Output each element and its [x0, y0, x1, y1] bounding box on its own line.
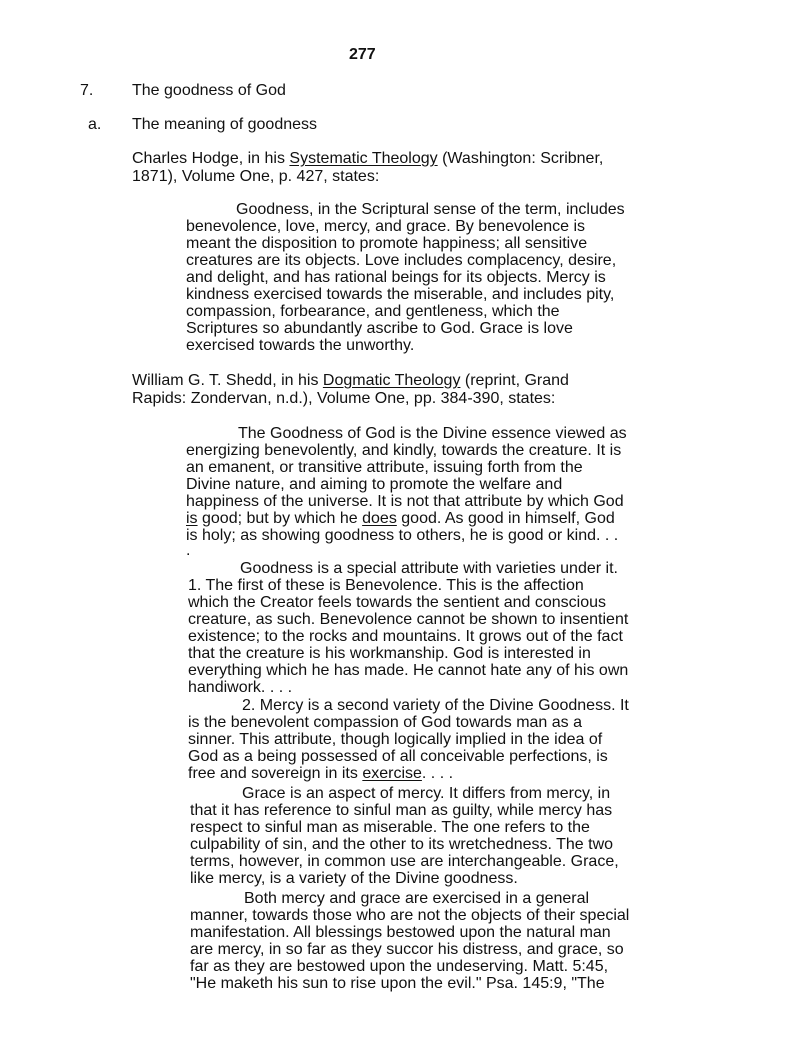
quote-line: far as they are bestowed upon the undeserving. Matt. 5:45,: [190, 958, 609, 975]
quote-line: handiwork. . . .: [188, 679, 293, 696]
quote-line: free and sovereign in its exercise. . . .: [188, 765, 454, 782]
shedd-intro-line-1: William G. T. Shedd, in his Dogmatic Theology (reprint, Grand: [132, 372, 569, 389]
quote-line: energizing benevolently, and kindly, towards the creature. It is: [186, 442, 622, 459]
book-title-systematic-theology: Systematic Theology: [289, 150, 438, 167]
quote-line: Goodness is a special attribute with varieties under it.: [240, 560, 618, 577]
quote-line: respect to sinful man as miserable. The one refers to the: [190, 819, 590, 836]
quote-line: which the Creator feels towards the sentient and conscious: [188, 594, 607, 611]
quote-line: creatures are its objects. Love includes complacency, desire,: [186, 252, 617, 269]
quote-line: is good; but by which he does good. As good in himself, God: [186, 510, 615, 527]
book-title-dogmatic-theology: Dogmatic Theology: [322, 372, 461, 389]
quote-line: 1. The first of these is Benevolence. This is the affection: [188, 577, 584, 594]
quote-line: Goodness, in the Scriptural sense of the term, includes: [236, 201, 625, 218]
quote-line: culpability of sin, and the other to its wretchedness. The two: [190, 836, 614, 853]
quote-line: is the benevolent compassion of God towards man as a: [188, 714, 582, 731]
quote-line: and delight, and has rational beings for its objects. Mercy is: [186, 269, 606, 286]
quote-line: compassion, forbearance, and gentleness, which the: [186, 303, 560, 320]
quote-line: benevolence, love, mercy, and grace. By benevolence is: [186, 218, 586, 235]
quote-line: existence; to the rocks and mountains. It grows out of the fact: [188, 628, 623, 645]
quote-line: God as a being possessed of all conceivable perfections, is: [188, 748, 608, 765]
emphasis-is: is: [186, 510, 198, 527]
quote-line: manner, towards those who are not the objects of their special: [190, 907, 630, 924]
quote-line: everything which he has made. He cannot hate any of his own: [188, 662, 629, 679]
heading-7-title: The goodness of God: [132, 82, 286, 99]
quote-line: are mercy, in so far as they succor his distress, and grace, so: [190, 941, 624, 958]
quote-line: happiness of the universe. It is not that attribute by which God: [186, 493, 624, 510]
emphasis-exercise: exercise: [362, 765, 422, 782]
quote-line: Grace is an aspect of mercy. It differs from mercy, in: [242, 785, 611, 802]
quote-line: "He maketh his sun to rise upon the evil." Psa. 145:9, "The: [190, 975, 605, 992]
quote-line: terms, however, in common use are interchangeable. Grace,: [190, 853, 619, 870]
quote-line: exercised towards the unworthy.: [186, 337, 415, 354]
shedd-intro-line-2: Rapids: Zondervan, n.d.), Volume One, pp. 384-390, states:: [132, 390, 556, 407]
quote-line: creature, as such. Benevolence cannot be shown to insentient: [188, 611, 629, 628]
quote-line: The Goodness of God is the Divine essence viewed as: [238, 425, 627, 442]
quote-line: 2. Mercy is a second variety of the Divine Goodness. It: [242, 697, 629, 714]
heading-7-number: 7.: [80, 82, 94, 99]
quote-line: that the creature is his workmanship. God is interested in: [188, 645, 591, 662]
hodge-intro-line-1: Charles Hodge, in his Systematic Theology (Washington: Scribner,: [132, 150, 604, 167]
heading-a-title: The meaning of goodness: [132, 116, 318, 133]
emphasis-does: does: [362, 510, 397, 527]
quote-line: sinner. This attribute, though logically implied in the idea of: [188, 731, 603, 748]
quote-line: Divine nature, and aiming to promote the welfare and: [186, 476, 563, 493]
quote-line: an emanent, or transitive attribute, issuing forth from the: [186, 459, 583, 476]
quote-line: .: [186, 542, 191, 559]
quote-line: that it has reference to sinful man as guilty, while mercy has: [190, 802, 613, 819]
quote-line: meant the disposition to promote happiness; all sensitive: [186, 235, 588, 252]
quote-line: manifestation. All blessings bestowed upon the natural man: [190, 924, 611, 941]
heading-a-number: a.: [88, 116, 102, 133]
quote-line: like mercy, is a variety of the Divine goodness.: [190, 870, 518, 887]
quote-line: is holy; as showing goodness to others, he is good or kind. . .: [186, 527, 619, 544]
quote-line: kindness exercised towards the miserable, and includes pity,: [186, 286, 615, 303]
page-number: 277: [349, 46, 376, 63]
hodge-intro-line-2: 1871), Volume One, p. 427, states:: [132, 168, 380, 185]
quote-line: Both mercy and grace are exercised in a general: [244, 890, 590, 907]
quote-line: Scriptures so abundantly ascribe to God. Grace is love: [186, 320, 573, 337]
